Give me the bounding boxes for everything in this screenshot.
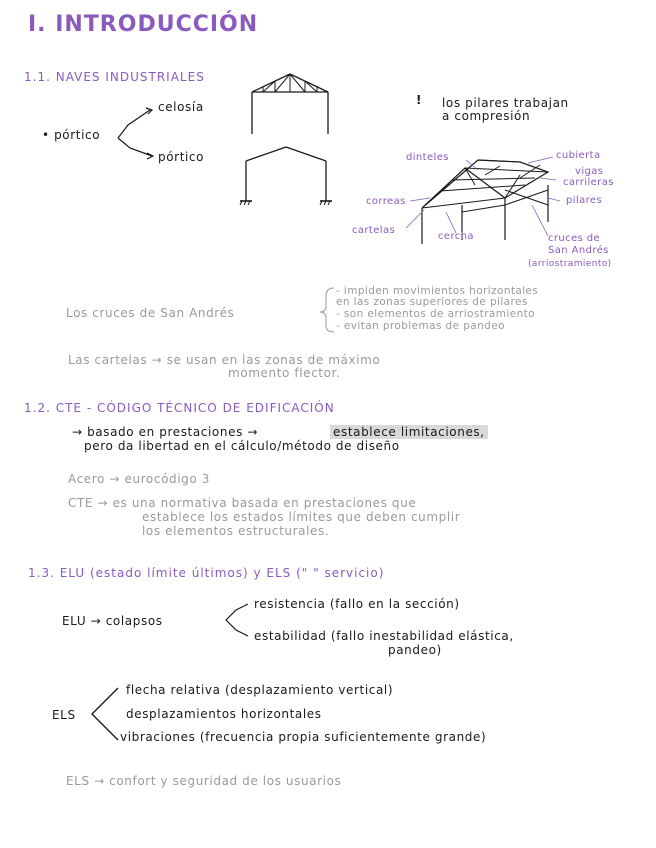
section-heading-1-1: 1.1. NAVES INDUSTRIALES — [24, 70, 205, 84]
label-arriostramiento: (arriostramiento) — [528, 259, 612, 269]
pilares-note-1: los pilares trabajan — [442, 96, 569, 110]
elu-label: ELU → colapsos — [62, 614, 163, 628]
cartelas-line-2: momento flector. — [228, 366, 341, 380]
cruces-item-3: - son elementos de arriostramiento — [336, 308, 535, 320]
cte-line-2: pero da libertad en el cálculo/método de diseño — [84, 439, 400, 453]
cruces-item-2: en las zonas superiores de pilares — [336, 296, 528, 308]
cte-line-1a: → basado en prestaciones → — [72, 425, 258, 439]
cartelas-line-1: Las cartelas → se usan en las zonas de máximo — [68, 353, 381, 367]
cruces-item-4: - evitan problemas de pandeo — [336, 320, 505, 332]
section-heading-1-3: 1.3. ELU (estado límite últimos) y ELS (" " servicio) — [28, 566, 385, 580]
label-vigas: vigas — [575, 166, 604, 177]
label-cercha: cercha — [438, 231, 474, 242]
els-vibraciones: vibraciones (frecuencia propia suficientemente grande) — [120, 730, 487, 744]
label-carrileras: carrileras — [563, 177, 614, 188]
page-title: I. INTRODUCCIÓN — [28, 12, 259, 37]
label-correas: correas — [366, 196, 406, 207]
label-dinteles: dinteles — [406, 152, 449, 163]
portico-root: • pórtico — [42, 128, 101, 142]
cruces-label: Los cruces de San Andrés — [66, 306, 235, 320]
elu-estabilidad-2: pandeo) — [388, 643, 442, 657]
label-cartelas: cartelas — [352, 225, 396, 236]
label-cruces-1: cruces de — [548, 233, 601, 244]
cruces-item-1: - impiden movimientos horizontales — [336, 285, 539, 297]
elu-resistencia: resistencia (fallo en la sección) — [254, 597, 460, 611]
els-desplazamientos: desplazamientos horizontales — [126, 707, 322, 721]
label-pilares: pilares — [566, 195, 603, 206]
cte-def-1: CTE → es una normativa basada en prestaciones que — [68, 496, 417, 510]
els-flecha: flecha relativa (desplazamiento vertical) — [126, 683, 394, 697]
label-cubierta: cubierta — [556, 150, 601, 161]
acero-line: Acero → eurocódigo 3 — [68, 472, 210, 486]
label-cruces-2: San Andrés — [548, 245, 609, 256]
pilares-note-2: a compresión — [442, 109, 531, 123]
celosia-label: celosía — [158, 100, 204, 114]
warning-icon: ! — [416, 93, 423, 107]
portico-label: pórtico — [158, 150, 205, 164]
cte-def-3: los elementos estructurales. — [142, 524, 330, 538]
els-label: ELS — [52, 708, 76, 722]
els-confort: ELS → confort y seguridad de los usuarios — [66, 774, 342, 788]
section-heading-1-2: 1.2. CTE - CÓDIGO TÉCNICO DE EDIFICACIÓN — [24, 401, 335, 415]
highlighted-text: establece limitaciones, — [330, 425, 488, 439]
elu-estabilidad-1: estabilidad (fallo inestabilidad elástica, — [254, 629, 514, 643]
cte-def-2: establece los estados límites que deben cumplir — [142, 510, 461, 524]
